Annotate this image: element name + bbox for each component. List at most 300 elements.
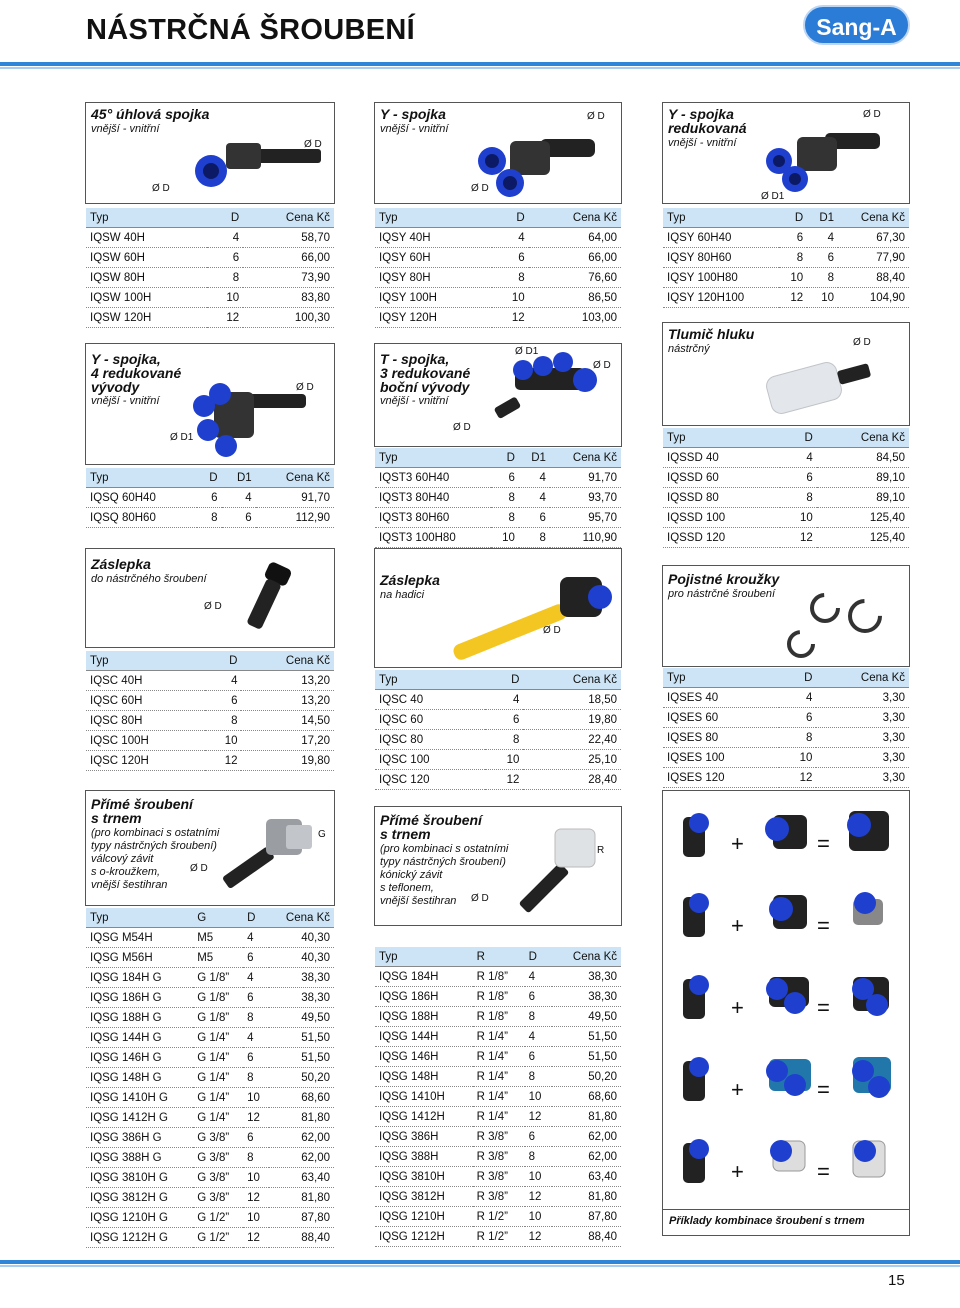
brand-logo: Sang-A bbox=[803, 5, 910, 45]
table-row bbox=[86, 268, 334, 288]
table-header-row bbox=[375, 670, 621, 690]
table-cell: IQSSD 100 bbox=[663, 508, 780, 528]
table-cell: 63,40 bbox=[552, 1167, 621, 1187]
table-cell: 87,80 bbox=[269, 1208, 334, 1228]
table-row bbox=[375, 1107, 621, 1127]
dim-d-label: Ø D bbox=[296, 382, 314, 393]
table-cell: IQSW 120H bbox=[86, 308, 207, 328]
product-box-hose-plug bbox=[374, 548, 622, 668]
table-cell: 49,50 bbox=[269, 1008, 334, 1028]
table-row bbox=[375, 308, 621, 328]
col-header: Cena Kč bbox=[241, 651, 334, 671]
plus-sign: + bbox=[731, 831, 744, 856]
col-header: Typ bbox=[86, 908, 193, 928]
table-cell: 8 bbox=[519, 528, 550, 548]
dim-d-label: Ø D bbox=[853, 337, 871, 348]
table-cell: 6 bbox=[492, 248, 529, 268]
table-row bbox=[375, 987, 621, 1007]
dim-d-label: Ø D bbox=[204, 601, 222, 612]
product-box-plug bbox=[85, 548, 335, 648]
table-cell: R 3/8” bbox=[473, 1167, 525, 1187]
product-subtitle: vnější - vnitřní bbox=[380, 395, 449, 407]
table-row bbox=[375, 770, 621, 790]
table-cell: G 3/8” bbox=[193, 1148, 243, 1168]
table-cell: 6 bbox=[243, 1128, 269, 1148]
table-cell: R 1/4” bbox=[473, 1087, 525, 1107]
table-cell: 8 bbox=[485, 730, 524, 750]
table-cell: IQSG 146H G bbox=[86, 1048, 193, 1068]
product-title: Přímé šroubení bbox=[380, 812, 482, 828]
table-cell: 10 bbox=[243, 1168, 269, 1188]
product-note: válcový závit bbox=[91, 853, 154, 865]
page-number: 15 bbox=[888, 1272, 905, 1289]
table-row bbox=[663, 528, 909, 548]
table-cell: IQSSD 60 bbox=[663, 468, 780, 488]
table-row bbox=[663, 488, 909, 508]
table-row bbox=[86, 508, 334, 528]
straight-stud-r-image bbox=[515, 821, 615, 921]
table-cell: R 1/4” bbox=[473, 1067, 525, 1087]
table-cell: IQST3 80H40 bbox=[375, 488, 491, 508]
product-box-y-4-outlets bbox=[85, 343, 335, 465]
table-row bbox=[86, 948, 334, 968]
table-cell: IQSG M54H bbox=[86, 928, 193, 948]
table-cell: 18,50 bbox=[523, 690, 621, 710]
col-header: D bbox=[207, 208, 243, 228]
col-header: D bbox=[492, 208, 529, 228]
table-cell: 8 bbox=[243, 1008, 269, 1028]
table-cell: 6 bbox=[779, 228, 807, 248]
product-title: Y - spojka bbox=[380, 106, 446, 122]
thread-r-label: R bbox=[597, 845, 605, 856]
product-note: (pro kombinaci s ostatními bbox=[380, 843, 509, 855]
table-cell: G 1/8” bbox=[193, 988, 243, 1008]
table-cell: 12 bbox=[243, 1228, 269, 1248]
table-cell: 10 bbox=[779, 748, 816, 768]
table-header-row bbox=[375, 947, 621, 967]
table-cell: IQSC 100H bbox=[86, 731, 205, 751]
table-row bbox=[375, 967, 621, 987]
plug-image bbox=[226, 559, 316, 639]
col-header: Typ bbox=[86, 208, 207, 228]
table-cell: 6 bbox=[485, 710, 524, 730]
table-cell: 8 bbox=[243, 1148, 269, 1168]
table-row bbox=[86, 1108, 334, 1128]
table-cell: IQSC 100 bbox=[375, 750, 485, 770]
table-row bbox=[375, 268, 621, 288]
table-cell: 3,30 bbox=[816, 688, 909, 708]
table-row bbox=[86, 1168, 334, 1188]
table-row bbox=[375, 1187, 621, 1207]
table-row bbox=[375, 288, 621, 308]
table-row bbox=[86, 751, 334, 771]
table-row bbox=[86, 671, 334, 691]
table-header-row bbox=[375, 448, 621, 468]
table-cell: 87,80 bbox=[552, 1207, 621, 1227]
table-cell: 28,40 bbox=[523, 770, 621, 790]
table-cell: IQSG 186H bbox=[375, 987, 473, 1007]
table-cell: R 1/4” bbox=[473, 1027, 525, 1047]
price-table-y-4-outlets bbox=[86, 468, 334, 528]
table-cell: R 1/8” bbox=[473, 987, 525, 1007]
col-header: D bbox=[205, 651, 242, 671]
col-header: Cena Kč bbox=[838, 208, 909, 228]
col-header: Typ bbox=[663, 668, 779, 688]
table-header-row bbox=[86, 908, 334, 928]
table-cell: 8 bbox=[492, 268, 529, 288]
table-cell: G 3/8” bbox=[193, 1168, 243, 1188]
table-row bbox=[375, 468, 621, 488]
table-row bbox=[86, 968, 334, 988]
table-row bbox=[86, 1148, 334, 1168]
table-cell: IQSC 120 bbox=[375, 770, 485, 790]
price-table-straight-g bbox=[86, 908, 334, 1248]
table-row bbox=[86, 731, 334, 751]
table-cell: IQSY 60H40 bbox=[663, 228, 779, 248]
table-cell: 4 bbox=[207, 228, 243, 248]
table-cell: 8 bbox=[807, 268, 838, 288]
silencer-image bbox=[758, 351, 878, 421]
table-cell: IQSG 386H bbox=[375, 1127, 473, 1147]
table-cell: 10 bbox=[525, 1167, 552, 1187]
table-cell: G 1/2” bbox=[193, 1208, 243, 1228]
table-cell: 49,50 bbox=[552, 1007, 621, 1027]
col-header: Cena Kč bbox=[269, 908, 334, 928]
table-row bbox=[86, 988, 334, 1008]
table-cell: 8 bbox=[780, 488, 817, 508]
table-cell: 12 bbox=[243, 1188, 269, 1208]
table-cell: 4 bbox=[205, 671, 242, 691]
table-row bbox=[86, 488, 334, 508]
table-cell: 10 bbox=[780, 508, 817, 528]
table-cell: 10 bbox=[243, 1088, 269, 1108]
table-cell: 12 bbox=[779, 288, 807, 308]
table-cell: IQSG 388H G bbox=[86, 1148, 193, 1168]
equals-sign: = bbox=[817, 831, 830, 856]
col-header: D bbox=[491, 448, 519, 468]
price-table-hose-plug bbox=[375, 670, 621, 790]
locking-rings-image bbox=[773, 586, 908, 666]
table-cell: IQSG M56H bbox=[86, 948, 193, 968]
table-cell: 6 bbox=[205, 691, 242, 711]
price-table-45-elbow bbox=[86, 208, 334, 328]
product-title: vývody bbox=[91, 379, 140, 395]
table-cell: IQSG 184H G bbox=[86, 968, 193, 988]
table-header-row bbox=[86, 468, 334, 488]
table-cell: 6 bbox=[780, 468, 817, 488]
table-cell: IQSG 148H bbox=[375, 1067, 473, 1087]
table-cell: IQSSD 80 bbox=[663, 488, 780, 508]
table-cell: G 1/2” bbox=[193, 1228, 243, 1248]
col-header: G bbox=[193, 908, 243, 928]
table-cell: G 1/4” bbox=[193, 1048, 243, 1068]
table-cell: IQSY 40H bbox=[375, 228, 492, 248]
table-cell: 3,30 bbox=[816, 768, 909, 788]
table-cell: 86,50 bbox=[529, 288, 621, 308]
table-cell: 8 bbox=[491, 488, 519, 508]
table-cell: 8 bbox=[525, 1147, 552, 1167]
dim-d-label: Ø D bbox=[471, 893, 489, 904]
col-header: D bbox=[525, 947, 552, 967]
combination-caption: Příklady kombinace šroubení s trnem bbox=[669, 1215, 865, 1227]
header-band-light bbox=[0, 67, 960, 69]
table-row bbox=[663, 468, 909, 488]
product-box-45-elbow bbox=[85, 102, 335, 204]
table-cell: 76,60 bbox=[529, 268, 621, 288]
table-cell: IQSW 80H bbox=[86, 268, 207, 288]
table-row bbox=[86, 248, 334, 268]
table-cell: 12 bbox=[492, 308, 529, 328]
table-row bbox=[375, 1007, 621, 1027]
table-cell: 77,90 bbox=[838, 248, 909, 268]
table-cell: 6 bbox=[519, 508, 550, 528]
table-cell: 6 bbox=[807, 248, 838, 268]
table-cell: R 3/8” bbox=[473, 1147, 525, 1167]
col-header: Typ bbox=[663, 428, 780, 448]
product-note: s o-kroužkem, bbox=[91, 866, 161, 878]
table-cell: IQSG 184H bbox=[375, 967, 473, 987]
table-cell: 12 bbox=[207, 308, 243, 328]
price-table-y-union bbox=[375, 208, 621, 328]
table-cell: 3,30 bbox=[816, 728, 909, 748]
table-cell: 38,30 bbox=[269, 988, 334, 1008]
table-cell: 81,80 bbox=[552, 1187, 621, 1207]
table-cell: 6 bbox=[243, 948, 269, 968]
table-cell: 67,30 bbox=[838, 228, 909, 248]
table-row bbox=[375, 248, 621, 268]
col-header: Cena Kč bbox=[529, 208, 621, 228]
table-row bbox=[375, 1227, 621, 1247]
table-cell: 88,40 bbox=[552, 1227, 621, 1247]
table-cell: IQSES 40 bbox=[663, 688, 779, 708]
table-row bbox=[86, 1208, 334, 1228]
table-cell: G 1/4” bbox=[193, 1108, 243, 1128]
table-cell: 51,50 bbox=[269, 1048, 334, 1068]
table-cell: IQSES 120 bbox=[663, 768, 779, 788]
col-header: Cena Kč bbox=[816, 668, 909, 688]
table-row bbox=[86, 1028, 334, 1048]
table-cell: R 1/4” bbox=[473, 1107, 525, 1127]
product-note: s teflonem, bbox=[380, 882, 434, 894]
product-box-y-reduced bbox=[662, 102, 910, 204]
table-row bbox=[375, 710, 621, 730]
table-row bbox=[375, 690, 621, 710]
table-cell: 50,20 bbox=[269, 1068, 334, 1088]
table-cell: IQSG 144H bbox=[375, 1027, 473, 1047]
table-cell: 8 bbox=[205, 711, 242, 731]
table-cell: IQSQ 60H40 bbox=[86, 488, 197, 508]
table-cell: 93,70 bbox=[550, 488, 621, 508]
table-cell: 12 bbox=[243, 1108, 269, 1128]
straight-stud-g-image bbox=[216, 809, 326, 901]
product-title: s trnem bbox=[380, 826, 431, 842]
table-cell: IQSG 1212H bbox=[375, 1227, 473, 1247]
table-row bbox=[375, 730, 621, 750]
product-title: Y - spojka, bbox=[91, 351, 161, 367]
table-row bbox=[375, 1207, 621, 1227]
product-subtitle: vnější - vnitřní bbox=[91, 395, 160, 407]
product-title: 45° úhlová spojka bbox=[91, 106, 210, 122]
table-row bbox=[86, 308, 334, 328]
table-row bbox=[86, 711, 334, 731]
table-cell: G 1/4” bbox=[193, 1028, 243, 1048]
table-cell: R 3/8” bbox=[473, 1187, 525, 1207]
product-box-silencer bbox=[662, 322, 910, 426]
table-cell: 22,40 bbox=[523, 730, 621, 750]
table-cell: 112,90 bbox=[256, 508, 334, 528]
table-cell: IQSG 1210H bbox=[375, 1207, 473, 1227]
table-cell: IQST3 80H60 bbox=[375, 508, 491, 528]
table-row bbox=[375, 1147, 621, 1167]
table-header-row bbox=[86, 208, 334, 228]
table-cell: 12 bbox=[485, 770, 524, 790]
table-cell: 12 bbox=[780, 528, 817, 548]
t-3-side-fitting-image bbox=[485, 352, 605, 442]
table-cell: IQSG 144H G bbox=[86, 1028, 193, 1048]
table-row bbox=[375, 1127, 621, 1147]
dim-d-label: Ø D bbox=[587, 111, 605, 122]
col-header: D bbox=[485, 670, 524, 690]
col-header: Typ bbox=[375, 670, 485, 690]
equals-sign: = bbox=[817, 995, 830, 1020]
col-header: Typ bbox=[375, 448, 491, 468]
table-cell: R 1/2” bbox=[473, 1227, 525, 1247]
table-cell: 6 bbox=[525, 987, 552, 1007]
table-cell: IQSC 120H bbox=[86, 751, 205, 771]
col-header: D bbox=[197, 468, 222, 488]
table-cell: IQSES 100 bbox=[663, 748, 779, 768]
table-cell: IQSG 388H bbox=[375, 1147, 473, 1167]
table-cell: IQSG 386H G bbox=[86, 1128, 193, 1148]
dim-d-label: Ø D bbox=[152, 183, 170, 194]
hose-plug-image bbox=[450, 569, 620, 664]
table-cell: 6 bbox=[243, 988, 269, 1008]
table-cell: G 3/8” bbox=[193, 1188, 243, 1208]
table-row bbox=[375, 508, 621, 528]
table-cell: IQSY 80H60 bbox=[663, 248, 779, 268]
dim-d1-label: Ø D1 bbox=[515, 346, 539, 357]
table-cell: 6 bbox=[525, 1127, 552, 1147]
page-title: NÁSTRČNÁ ŠROUBENÍ bbox=[86, 14, 415, 46]
table-row bbox=[663, 248, 909, 268]
col-header: Cena Kč bbox=[552, 947, 621, 967]
product-note: typy nástrčných šroubení) bbox=[380, 856, 506, 868]
table-row bbox=[663, 268, 909, 288]
dim-d1-label: Ø D1 bbox=[170, 432, 194, 443]
product-subtitle: nástrčný bbox=[668, 343, 710, 355]
footer-band-light bbox=[0, 1265, 960, 1267]
table-cell: IQSC 60 bbox=[375, 710, 485, 730]
table-cell: IQSC 40H bbox=[86, 671, 205, 691]
table-cell: G 1/8” bbox=[193, 968, 243, 988]
table-row bbox=[663, 688, 909, 708]
table-cell: IQSC 80 bbox=[375, 730, 485, 750]
table-cell: 73,90 bbox=[243, 268, 334, 288]
table-cell: IQSG 188H G bbox=[86, 1008, 193, 1028]
product-note: vnější šestihran bbox=[91, 879, 168, 891]
table-cell: 50,20 bbox=[552, 1067, 621, 1087]
table-cell: IQST3 60H40 bbox=[375, 468, 491, 488]
table-cell: 38,30 bbox=[552, 987, 621, 1007]
table-cell: IQSW 100H bbox=[86, 288, 207, 308]
table-cell: IQSES 80 bbox=[663, 728, 779, 748]
table-cell: 8 bbox=[207, 268, 243, 288]
table-cell: 10 bbox=[779, 268, 807, 288]
table-cell: 103,00 bbox=[529, 308, 621, 328]
table-cell: 125,40 bbox=[817, 528, 909, 548]
table-cell: 12 bbox=[525, 1227, 552, 1247]
equals-sign: = bbox=[817, 1077, 830, 1102]
table-row bbox=[375, 1167, 621, 1187]
table-cell: 104,90 bbox=[838, 288, 909, 308]
table-cell: 100,30 bbox=[243, 308, 334, 328]
table-cell: 8 bbox=[779, 248, 807, 268]
table-cell: 14,50 bbox=[241, 711, 334, 731]
table-header-row bbox=[663, 428, 909, 448]
table-cell: IQSG 1412H bbox=[375, 1107, 473, 1127]
table-cell: IQSY 120H bbox=[375, 308, 492, 328]
col-header: D bbox=[780, 428, 817, 448]
table-cell: IQSW 60H bbox=[86, 248, 207, 268]
col-header: Typ bbox=[86, 468, 197, 488]
table-cell: 10 bbox=[205, 731, 242, 751]
table-cell: 95,70 bbox=[550, 508, 621, 528]
dim-d-label: Ø D bbox=[453, 422, 471, 433]
product-note: (pro kombinaci s ostatními bbox=[91, 827, 220, 839]
thread-g-label: G bbox=[318, 829, 326, 840]
equals-sign: = bbox=[817, 913, 830, 938]
table-cell: IQSSD 120 bbox=[663, 528, 780, 548]
table-cell: 125,40 bbox=[817, 508, 909, 528]
table-cell: 3,30 bbox=[816, 748, 909, 768]
table-cell: G 1/4” bbox=[193, 1088, 243, 1108]
col-header: Typ bbox=[86, 651, 205, 671]
table-cell: 81,80 bbox=[269, 1188, 334, 1208]
product-box-t-3-side bbox=[374, 343, 622, 447]
footer-band bbox=[0, 1260, 960, 1264]
product-title: Přímé šroubení bbox=[91, 796, 193, 812]
product-box-straight-g bbox=[85, 790, 335, 906]
table-cell: 62,00 bbox=[552, 1147, 621, 1167]
table-row bbox=[375, 1047, 621, 1067]
col-header: R bbox=[473, 947, 525, 967]
col-header: D bbox=[779, 208, 807, 228]
product-title: Y - spojka bbox=[668, 106, 734, 122]
table-cell: G 3/8” bbox=[193, 1128, 243, 1148]
table-cell: 10 bbox=[807, 288, 838, 308]
table-cell: 63,40 bbox=[269, 1168, 334, 1188]
col-header: Cena Kč bbox=[523, 670, 621, 690]
y-fitting-image bbox=[470, 121, 610, 201]
table-cell: 91,70 bbox=[256, 488, 334, 508]
table-cell: IQSES 60 bbox=[663, 708, 779, 728]
table-cell: IQSG 3810H G bbox=[86, 1168, 193, 1188]
table-cell: 66,00 bbox=[243, 248, 334, 268]
price-table-plug bbox=[86, 651, 334, 771]
table-cell: 4 bbox=[779, 688, 816, 708]
table-row bbox=[375, 1027, 621, 1047]
table-cell: 68,60 bbox=[552, 1087, 621, 1107]
col-header: Typ bbox=[375, 947, 473, 967]
product-subtitle: vnější - vnitřní bbox=[380, 123, 449, 135]
dim-d-label: Ø D bbox=[471, 183, 489, 194]
table-cell: 4 bbox=[243, 1028, 269, 1048]
table-cell: 8 bbox=[197, 508, 222, 528]
table-cell: 6 bbox=[207, 248, 243, 268]
table-cell: IQSC 60H bbox=[86, 691, 205, 711]
table-cell: 51,50 bbox=[552, 1027, 621, 1047]
table-row bbox=[663, 748, 909, 768]
